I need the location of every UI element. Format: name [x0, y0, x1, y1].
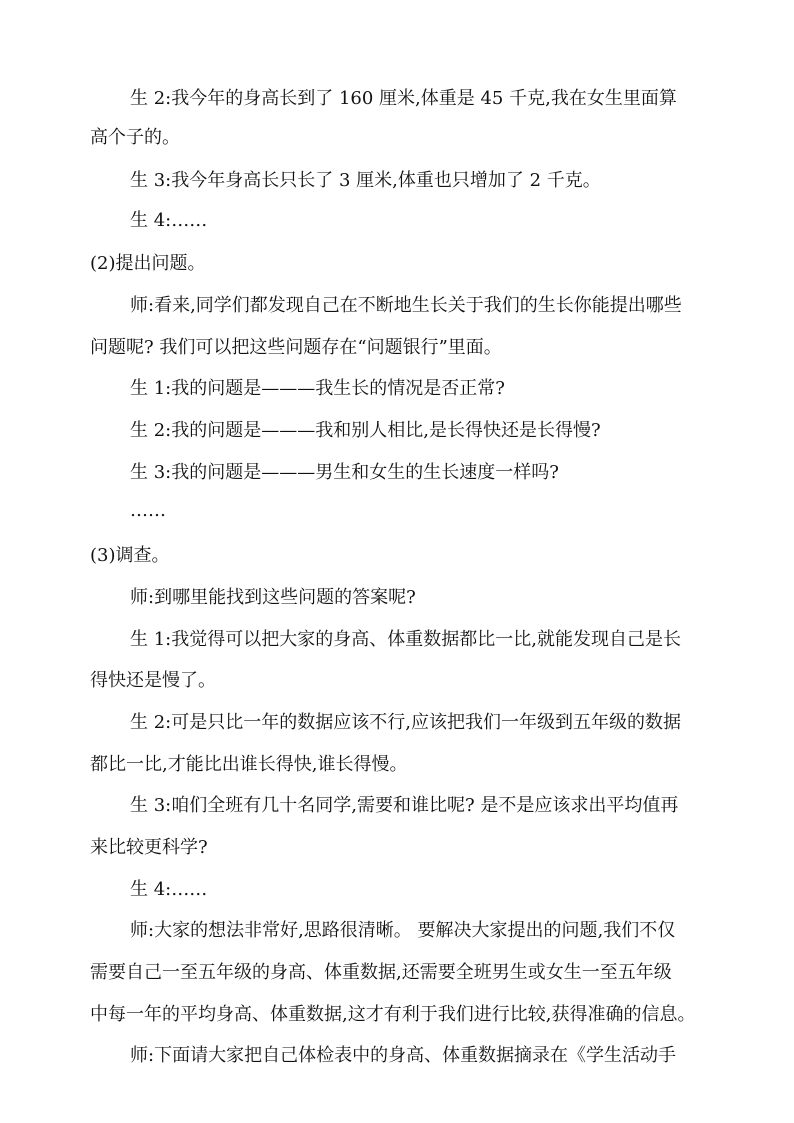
paragraph-line: 生 1:我觉得可以把大家的身高、体重数据都比一比,就能发现自己是长	[130, 629, 681, 650]
paragraph-line: 问题呢? 我们可以把这些问题存在“问题银行”里面。	[90, 337, 502, 358]
paragraph-line: 生 2:我今年的身高长到了 160 厘米,体重是 45 千克,我在女生里面算	[130, 88, 677, 109]
paragraph-line: 师:大家的想法非常好,思路很清晰。 要解决大家提出的问题,我们不仅	[130, 920, 676, 941]
paragraph-line: 生 4:……	[130, 879, 208, 900]
paragraph-line: 生 3:我今年身高长只长了 3 厘米,体重也只增加了 2 千克。	[130, 170, 601, 191]
paragraph-line: 生 4:……	[130, 210, 208, 231]
paragraph-line: 师:到哪里能找到这些问题的答案呢?	[130, 587, 416, 608]
section-heading: (2)提出问题。	[90, 253, 206, 274]
paragraph-line: 师:下面请大家把自己体检表中的身高、体重数据摘录在《学生活动手	[130, 1045, 677, 1066]
paragraph-line: 来比较更科学?	[90, 837, 208, 858]
section-heading: (3)调查。	[90, 545, 170, 566]
paragraph-line: 生 2:我的问题是———我和别人相比,是长得快还是长得慢?	[130, 420, 601, 441]
paragraph-line: 中每一年的平均身高、体重数据,这才有利于我们进行比较,获得准确的信息。	[90, 1004, 696, 1025]
paragraph-line: 师:看来,同学们都发现自己在不断地生长关于我们的生长你能提出哪些	[130, 295, 682, 316]
paragraph-line: 需要自己一至五年级的身高、体重数据,还需要全班男生或女生一至五年级	[90, 962, 672, 983]
paragraph-line: 得快还是慢了。	[90, 670, 216, 691]
paragraph-line: 都比一比,才能比出谁长得快,谁长得慢。	[90, 754, 408, 775]
paragraph-line: 生 3:咱们全班有几十名同学,需要和谁比呢? 是不是应该求出平均值再	[130, 795, 679, 816]
ellipsis-line: ……	[130, 500, 166, 521]
paragraph-line: 生 3:我的问题是———男生和女生的生长速度一样吗?	[130, 462, 559, 483]
paragraph-line: 生 2:可是只比一年的数据应该不行,应该把我们一年级到五年级的数据	[130, 712, 681, 733]
paragraph-line: 高个子的。	[90, 127, 180, 148]
paragraph-line: 生 1:我的问题是———我生长的情况是否正常?	[130, 378, 505, 399]
